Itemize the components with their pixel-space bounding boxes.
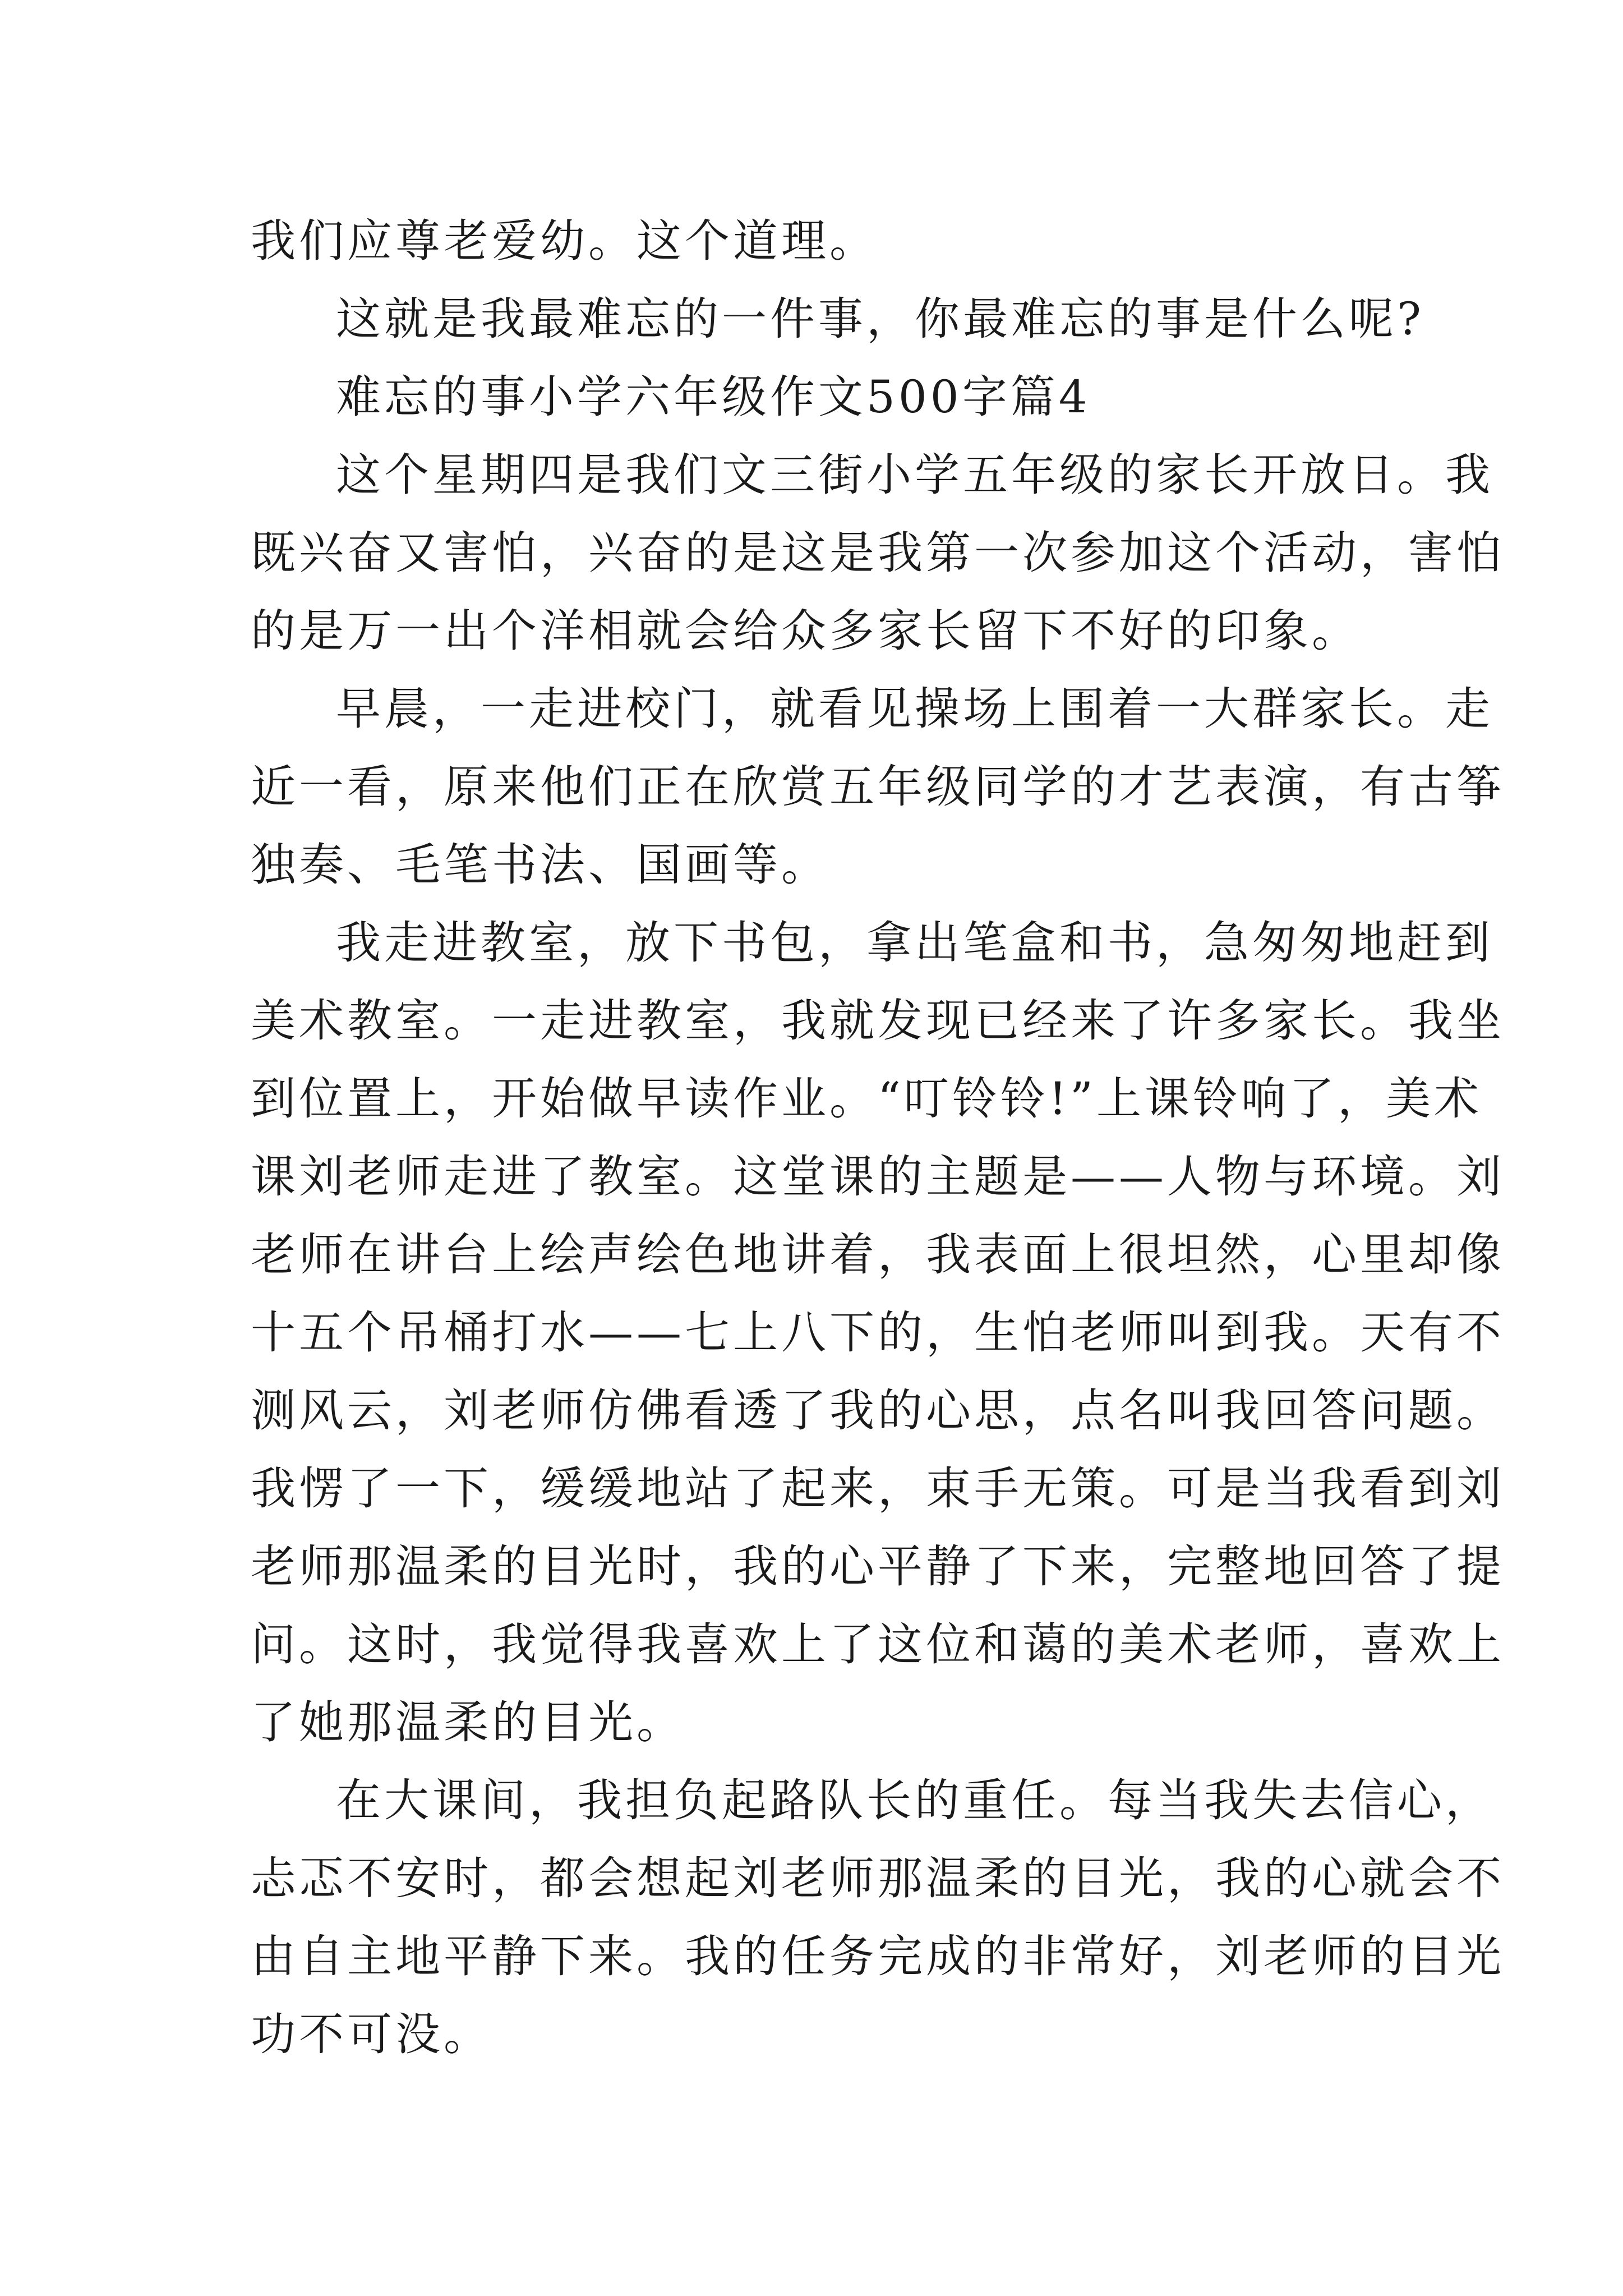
text-line: 由自主地平静下来。我的任务完成的非常好，刘老师的目光: [251, 1930, 1505, 1982]
text-line: 这个星期四是我们文三街小学五年级的家长开放日。我: [336, 449, 1493, 501]
text-line: 忐忑不安时，都会想起刘老师那温柔的目光，我的心就会不: [251, 1852, 1505, 1904]
text-line: 近一看，原来他们正在欣赏五年级同学的才艺表演，有古筝: [251, 761, 1505, 813]
text-line: 我愣了一下，缓缓地站了起来，束手无策。可是当我看到刘: [251, 1462, 1505, 1515]
text-line: 测风云，刘老师仿佛看透了我的心思，点名叫我回答问题。: [251, 1384, 1505, 1437]
text-line: 既兴奋又害怕，兴奋的是这是我第一次参加这个活动，害怕: [251, 527, 1505, 579]
text-line: 的是万一出个洋相就会给众多家长留下不好的印象。: [251, 605, 1360, 657]
text-line: 到位置上，开始做早读作业。“叮铃铃!”上课铃响了，美术: [251, 1073, 1482, 1125]
text-line: 这就是我最难忘的一件事，你最难忘的事是什么呢?: [336, 293, 1424, 345]
text-line: 在大课间，我担负起路队长的重任。每当我失去信心，: [336, 1774, 1493, 1826]
text-line: 十五个吊桶打水——七上八下的，生怕老师叫到我。天有不: [251, 1306, 1505, 1359]
text-line: 老师那温柔的目光时，我的心平静了下来，完整地回答了提: [251, 1540, 1505, 1593]
text-line: 老师在讲台上绘声绘色地讲着，我表面上很坦然，心里却像: [251, 1228, 1505, 1281]
text-line: 难忘的事小学六年级作文500字篇4: [336, 371, 1091, 423]
text-line: 功不可没。: [251, 2008, 492, 2060]
text-line: 问。这时，我觉得我喜欢上了这位和蔼的美术老师，喜欢上: [251, 1618, 1505, 1671]
text-line: 早晨，一走进校门，就看见操场上围着一大群家长。走: [336, 683, 1493, 735]
text-line: 独奏、毛笔书法、国画等。: [251, 839, 829, 891]
text-line: 课刘老师走进了教室。这堂课的主题是——人物与环境。刘: [251, 1151, 1505, 1203]
text-line: 我走进教室，放下书包，拿出笔盒和书，急匆匆地赶到: [336, 917, 1493, 969]
text-line: 我们应尊老爱幼。这个道理。: [251, 215, 878, 267]
text-line: 了她那温柔的目光。: [251, 1696, 685, 1749]
document-body: [251, 202, 1505, 2073]
text-line: 美术教室。一走进教室，我就发现已经来了许多家长。我坐: [251, 995, 1505, 1047]
